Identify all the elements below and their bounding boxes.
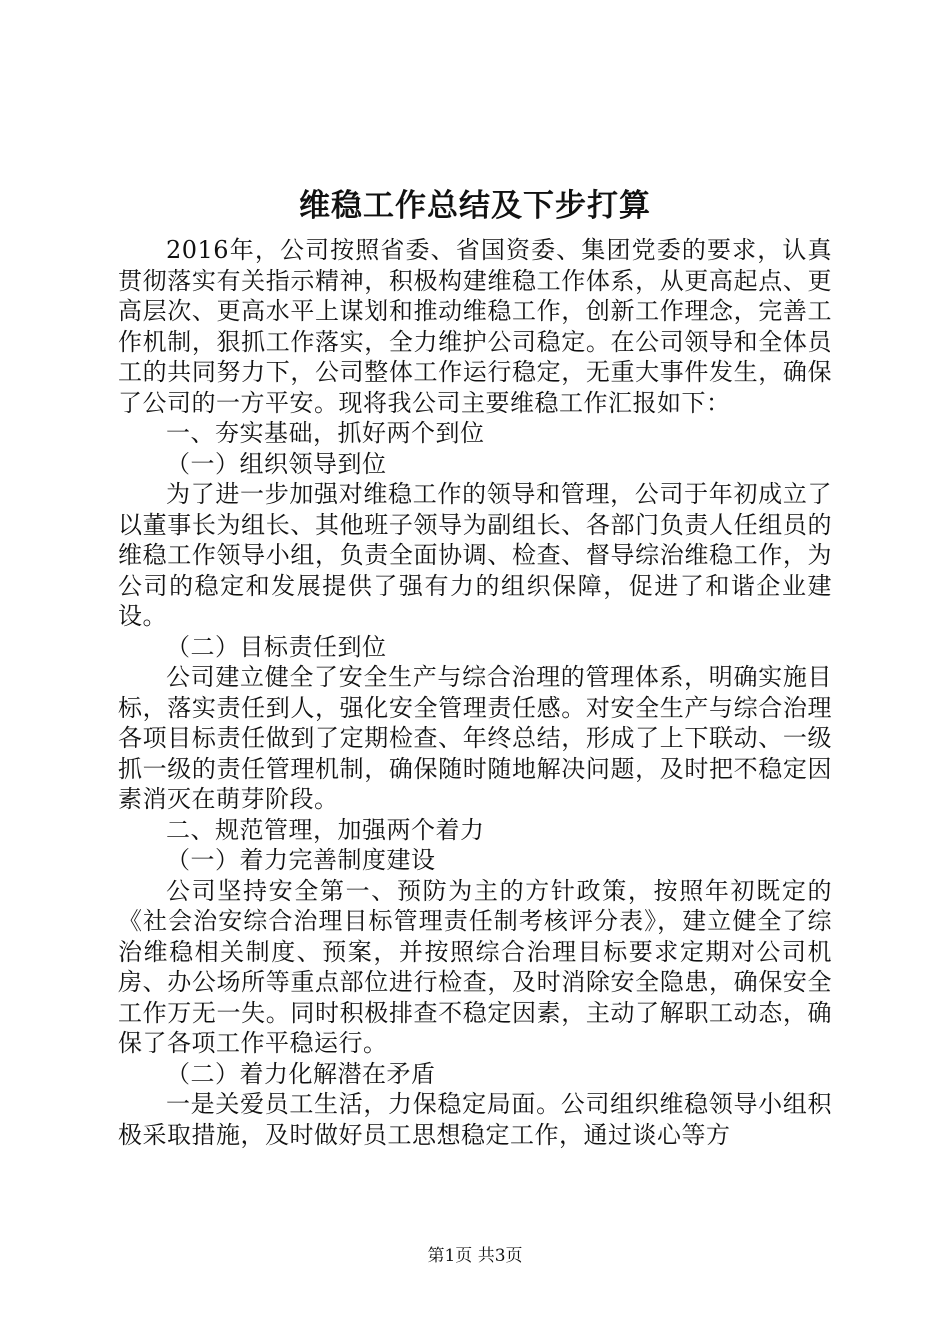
section-heading-2: 二、规范管理，加强两个着力 — [166, 815, 485, 844]
paragraph-employee-care: 一是关爱员工生活，力保稳定局面。公司组织维稳领导小组积极采取措施，及时做好员工思想稳定工作，通过谈心等方 — [118, 1090, 832, 1149]
paragraph-responsibility: 公司建立健全了安全生产与综合治理的管理体系，明确实施目标，落实责任到人，强化安全管理责任感。对安全生产与综合治理各项目标责任做到了定期检查、年终总结，形成了上下联动、一级抓一级的责任管理机制，确保随时随地解决问题，及时把不稳定因素消灭在萌芽阶段。 — [118, 663, 832, 813]
section-heading-1: 一、夯实基础，抓好两个到位 — [166, 419, 485, 447]
subsection-heading-1-2: （二）目标责任到位 — [166, 632, 387, 661]
subsection-heading-1-1: （一）组织领导到位 — [166, 449, 387, 478]
paragraph-intro: 2016年，公司按照省委、省国资委、集团党委的要求，认真贯彻落实有关指示精神，积极构建维稳工作体系，从更高起点、更高层次、更高水平上谋划和推动维稳工作，创新工作理念，完善工作机制，狠抓工作落实，全力维护公司稳定。在公司领导和全体员工的共同努力下，公司整体工作运行稳定，无重大事件发生，确保了公司的一方平安。现将我公司主要维稳工作汇报如下： — [118, 236, 832, 417]
paragraph-organization: 为了进一步加强对维稳工作的领导和管理，公司于年初成立了以董事长为组长、其他班子领导为副组长、各部门负责人任组员的维稳工作领导小组，负责全面协调、检查、督导综治维稳工作，为公司的稳定和发展提供了强有力的组织保障，促进了和谐企业建设。 — [118, 480, 832, 630]
document-title: 维稳工作总结及下步打算 — [299, 188, 651, 224]
document-body — [118, 235, 832, 1150]
page-footer: 第1页 共3页 — [427, 1246, 523, 1266]
paragraph-system-building: 公司坚持安全第一、预防为主的方针政策，按照年初既定的《社会治安综合治理目标管理责任制考核评分表》，建立健全了综治维稳相关制度、预案，并按照综合治理目标要求定期对公司机房、办公场所等重点部位进行检查，及时消除安全隐患，确保安全工作万无一失。同时积极排查不稳定因素，主动了解职工动态，确保了各项工作平稳运行。 — [118, 876, 832, 1057]
subsection-heading-2-1: （一）着力完善制度建设 — [166, 846, 436, 874]
subsection-heading-2-2: （二）着力化解潜在矛盾 — [166, 1059, 436, 1088]
